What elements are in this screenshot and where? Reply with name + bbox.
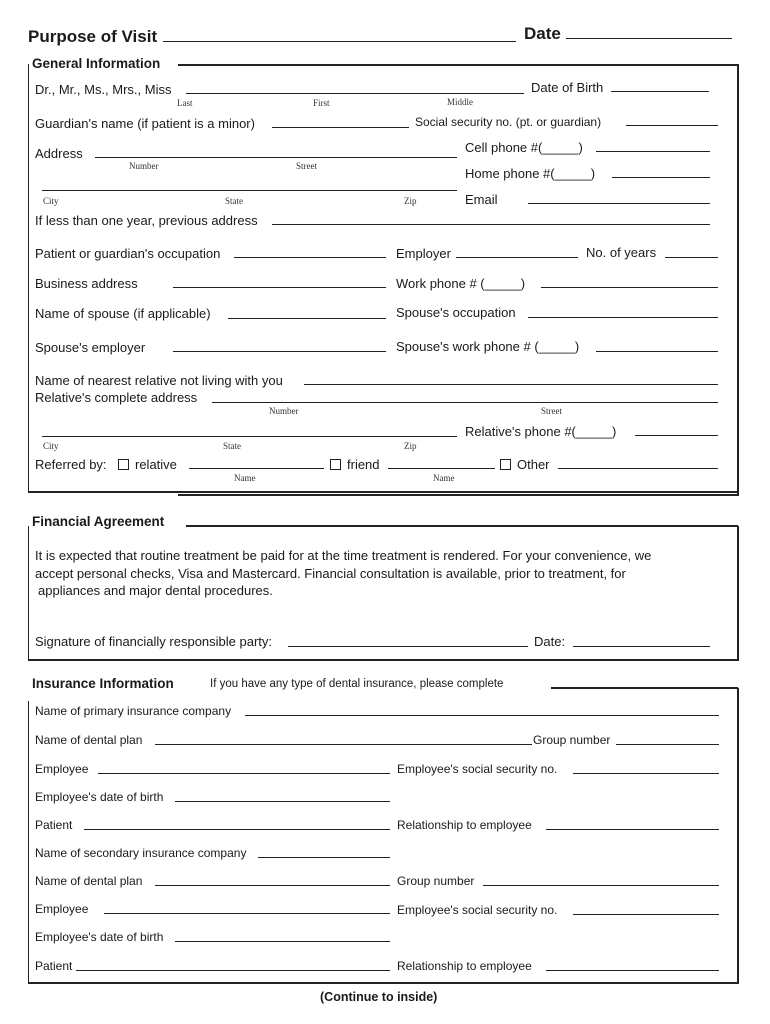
- relative-name-label: Name of nearest relative not living with you: [35, 373, 283, 388]
- referred-relative-option[interactable]: relative: [118, 457, 177, 472]
- checkbox-icon[interactable]: [118, 459, 129, 470]
- spouse-work-phone-label: Spouse's work phone # (_____): [396, 339, 580, 354]
- ssn-field[interactable]: [626, 125, 718, 126]
- relative-phone-label: Relative's phone #(_____): [465, 424, 617, 439]
- sub-number-2: Number: [269, 406, 299, 416]
- referred-friend-option[interactable]: friend: [330, 457, 380, 472]
- employee-dob-2-field[interactable]: [175, 941, 390, 942]
- home-phone-field[interactable]: [612, 177, 710, 178]
- spouse-work-phone-field[interactable]: [596, 351, 718, 352]
- referred-other-field[interactable]: [558, 468, 718, 469]
- sub-name-2: Name: [433, 473, 455, 483]
- insurance-information-title: Insurance Information: [32, 676, 174, 691]
- employee-dob-2-label: Employee's date of birth: [35, 930, 164, 944]
- employee-ssn-2-field[interactable]: [573, 914, 719, 915]
- guardian-label: Guardian's name (if patient is a minor): [35, 116, 255, 131]
- sub-middle: Middle: [447, 97, 473, 107]
- sub-city-2: City: [43, 441, 59, 451]
- cell-phone-label: Cell phone #(_____): [465, 140, 583, 155]
- signature-label: Signature of financially responsible party:: [35, 634, 273, 649]
- dental-plan-2-label: Name of dental plan: [35, 874, 143, 888]
- spouse-employer-field[interactable]: [173, 351, 386, 352]
- purpose-of-visit-field[interactable]: [163, 41, 516, 42]
- employee-field[interactable]: [98, 773, 390, 774]
- employee-label: Employee: [35, 762, 89, 776]
- secondary-insurance-label: Name of secondary insurance company: [35, 846, 247, 860]
- name-label: Dr., Mr., Ms., Mrs., Miss: [35, 82, 172, 97]
- relative-phone-field[interactable]: [635, 435, 718, 436]
- spouse-occupation-label: Spouse's occupation: [396, 305, 516, 320]
- general-information-title: General Information: [32, 56, 161, 71]
- group-number-label: Group number: [533, 733, 611, 747]
- patient-2-label: Patient: [35, 959, 73, 973]
- date-field[interactable]: [566, 38, 732, 39]
- date-label: Date: [524, 24, 561, 43]
- sub-last: Last: [177, 98, 193, 108]
- employee-ssn-2-label: Employee's social security no.: [397, 903, 558, 917]
- previous-address-field[interactable]: [272, 224, 710, 225]
- financial-date-label: Date:: [534, 634, 566, 649]
- referred-relative-name-field[interactable]: [189, 468, 324, 469]
- referred-by-label: Referred by:: [35, 457, 107, 472]
- business-address-label: Business address: [35, 276, 138, 291]
- relative-address-field[interactable]: [212, 402, 718, 403]
- employee-ssn-label: Employee's social security no.: [397, 762, 558, 776]
- secondary-insurance-field[interactable]: [258, 857, 390, 858]
- sub-first: First: [313, 98, 330, 108]
- group-number-2-label: Group number: [397, 874, 475, 888]
- financial-text-line1: It is expected that routine treatment be paid for at the time treatment is rendered. For your convenience, we: [35, 548, 652, 563]
- patient-2-field[interactable]: [76, 970, 390, 971]
- sub-state-2: State: [223, 441, 241, 451]
- financial-text-line2: accept personal checks, Visa and Mastercard. Financial consultation is available, prior to treatment, for: [35, 566, 626, 581]
- employee-ssn-field[interactable]: [573, 773, 719, 774]
- dental-plan-field[interactable]: [155, 744, 532, 745]
- primary-insurance-field[interactable]: [245, 715, 719, 716]
- continue-note: (Continue to inside): [320, 990, 438, 1004]
- financial-text-line3: appliances and major dental procedures.: [38, 583, 273, 598]
- home-phone-label: Home phone #(_____): [465, 166, 596, 181]
- email-field[interactable]: [528, 203, 710, 204]
- address-field[interactable]: [95, 157, 457, 158]
- sub-street: Street: [296, 161, 317, 171]
- sub-state: State: [225, 196, 243, 206]
- referred-friend-name-field[interactable]: [388, 468, 495, 469]
- employee-dob-label: Employee's date of birth: [35, 790, 164, 804]
- employee-2-field[interactable]: [104, 913, 390, 914]
- purpose-of-visit-label: Purpose of Visit: [28, 27, 158, 46]
- employer-label: Employer: [396, 246, 451, 261]
- sub-zip-2: Zip: [404, 441, 417, 451]
- dental-plan-2-field[interactable]: [155, 885, 390, 886]
- dental-plan-label: Name of dental plan: [35, 733, 143, 747]
- name-field[interactable]: [186, 93, 524, 94]
- checkbox-icon[interactable]: [330, 459, 341, 470]
- city-state-zip-field[interactable]: [42, 190, 457, 191]
- dob-label: Date of Birth: [531, 80, 604, 95]
- spouse-occupation-field[interactable]: [528, 317, 718, 318]
- sub-city: City: [43, 196, 59, 206]
- insurance-subtitle: If you have any type of dental insurance, please complete: [210, 678, 504, 690]
- previous-address-label: If less than one year, previous address: [35, 213, 258, 228]
- spouse-employer-label: Spouse's employer: [35, 340, 146, 355]
- relationship-2-label: Relationship to employee: [397, 959, 532, 973]
- employee-2-label: Employee: [35, 902, 89, 916]
- patient-field[interactable]: [84, 829, 390, 830]
- email-label: Email: [465, 192, 498, 207]
- work-phone-label: Work phone # (_____): [396, 276, 526, 291]
- ssn-label: Social security no. (pt. or guardian): [415, 115, 602, 129]
- business-address-field[interactable]: [173, 287, 386, 288]
- sub-number: Number: [129, 161, 159, 171]
- spouse-name-field[interactable]: [228, 318, 386, 319]
- employee-dob-field[interactable]: [175, 801, 390, 802]
- work-phone-field[interactable]: [541, 287, 718, 288]
- sub-name-1: Name: [234, 473, 256, 483]
- address-label: Address: [35, 146, 83, 161]
- occupation-field[interactable]: [234, 257, 386, 258]
- relative-address-label: Relative's complete address: [35, 390, 198, 405]
- employer-field[interactable]: [456, 257, 578, 258]
- sub-street-2: Street: [541, 406, 562, 416]
- relationship-label: Relationship to employee: [397, 818, 532, 832]
- relationship-field[interactable]: [546, 829, 719, 830]
- dob-field[interactable]: [611, 91, 709, 92]
- cell-phone-field[interactable]: [596, 151, 710, 152]
- patient-label: Patient: [35, 818, 73, 832]
- spouse-name-label: Name of spouse (if applicable): [35, 306, 211, 321]
- checkbox-icon[interactable]: [500, 459, 511, 470]
- sub-zip: Zip: [404, 196, 417, 206]
- financial-date-field[interactable]: [573, 646, 710, 647]
- signature-field[interactable]: [288, 646, 528, 647]
- group-number-2-field[interactable]: [483, 885, 719, 886]
- relationship-2-field[interactable]: [546, 970, 719, 971]
- financial-agreement-title: Financial Agreement: [32, 514, 165, 529]
- relative-name-field[interactable]: [304, 384, 718, 385]
- years-label: No. of years: [586, 245, 657, 260]
- primary-insurance-label: Name of primary insurance company: [35, 704, 232, 718]
- group-number-field[interactable]: [616, 744, 719, 745]
- guardian-field[interactable]: [272, 127, 409, 128]
- relative-city-field[interactable]: [42, 436, 457, 437]
- years-field[interactable]: [665, 257, 718, 258]
- occupation-label: Patient or guardian's occupation: [35, 246, 221, 261]
- referred-other-option[interactable]: Other: [500, 457, 550, 472]
